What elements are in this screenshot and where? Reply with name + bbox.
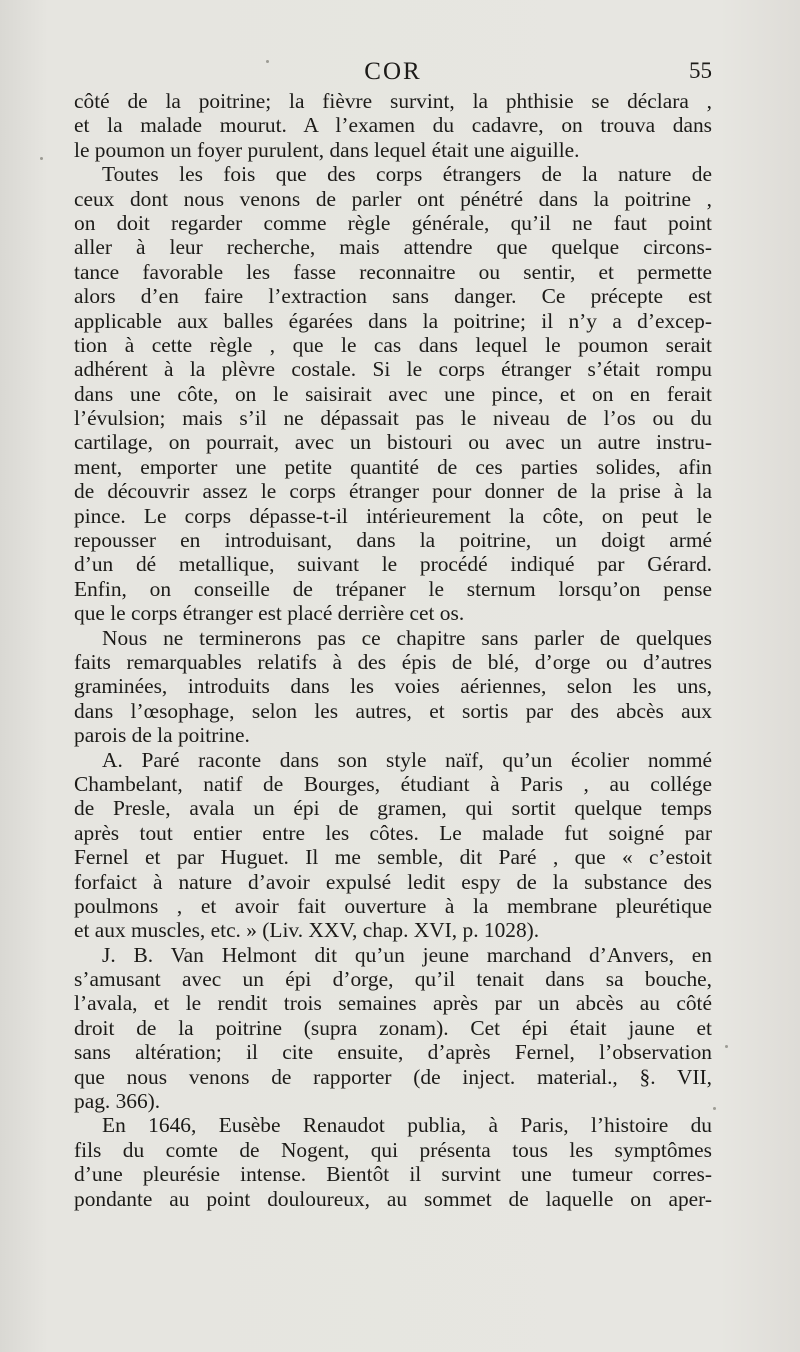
text-line: s’amusant avec un épi d’orge, qu’il tenait dans sa bouche, [74,967,712,992]
text-line: que le corps étranger est placé derrière cet os. [74,601,465,626]
text-line: graminées, introduits dans les voies aériennes, selon les uns, [74,674,712,699]
text-line: sans altération; il cite ensuite, d’après Fernel, l’observation [74,1040,712,1065]
text-line: adhérent à la plèvre costale. Si le corps étranger s’était rompu [74,357,712,382]
text-line: alors d’en faire l’extraction sans danger. Ce précepte est [74,284,712,309]
text-line: tion à cette règle , que le cas dans lequel le poumon serait [74,332,712,357]
paragraph-start-line: A. Paré raconte dans son style naïf, qu’un écolier nommé [102,747,712,772]
text-line: parois de la poitrine. [74,723,250,748]
text-line: de découvrir assez le corps étranger pour donner de la prise à la [74,479,712,504]
text-line: aller à leur recherche, mais attendre que quelque circons- [74,235,712,260]
text-line: l’évulsion; mais s’il ne dépassait pas le niveau de l’os ou du [74,406,712,431]
running-head: COR [364,58,422,85]
text-line: Chambelant, natif de Bourges, étudiant à Paris , au collége [74,771,712,796]
text-line: tance favorable les fasse reconnaitre ou sentir, et permette [74,259,712,284]
text-line: applicable aux balles égarées dans la poitrine; il n’y a d’excep- [74,308,712,333]
paper-speck [713,1107,716,1110]
text-line: ment, emporter une petite quantité de ces parties solides, afin [74,454,712,479]
text-line: repousser en introduisant, dans la poitrine, un doigt armé [74,528,712,553]
text-line: Fernel et par Huguet. Il me semble, dit Paré , que « c’estoit [74,845,712,870]
paragraph-start-line: Nous ne terminerons pas ce chapitre sans parler de quelques [102,625,712,650]
text-line: d’une pleurésie intense. Bientôt il survint une tumeur corres- [74,1162,712,1187]
text-line: fils du comte de Nogent, qui présenta tous les symptômes [74,1137,712,1162]
text-line: le poumon un foyer purulent, dans lequel était une aiguille. [74,137,580,162]
text-line: de Presle, avala un épi de gramen, qui sortit quelque temps [74,796,712,821]
text-line: pondante au point douloureux, au sommet de laquelle on aper- [74,1186,712,1211]
paragraph-start-line: En 1646, Eusèbe Renaudot publia, à Paris, l’histoire du [102,1113,712,1138]
text-line: dans une côte, on le saisirait avec une pince, et on en ferait [74,381,712,406]
text-line: l’avala, et le rendit trois semaines après par un abcès au côté [74,991,712,1016]
paper-speck [725,1045,728,1048]
text-line: forfaict à nature d’avoir expulsé ledit espy de la substance des [74,869,712,894]
text-line: et aux muscles, etc. » (Liv. XXV, chap. XVI, p. 1028). [74,918,540,943]
paper-speck [266,60,269,63]
paragraph-start-line: Toutes les fois que des corps étrangers de la nature de [102,162,712,187]
text-line: après tout entier entre les côtes. Le malade fut soigné par [74,820,712,845]
text-line: et la malade mourut. A l’examen du cadavre, on trouva dans [74,113,712,138]
text-line: poulmons , et avoir fait ouverture à la membrane pleurétique [74,893,712,918]
text-line: Enfin, on conseille de trépaner le sternum lorsqu’on pense [74,576,712,601]
text-line: on doit regarder comme règle générale, qu’il ne faut point [74,210,712,235]
page-number: 55 [689,58,712,83]
text-line: pag. 366). [74,1089,161,1114]
text-line: faits remarquables relatifs à des épis de blé, d’orge ou d’autres [74,649,712,674]
text-line: que nous venons de rapporter (de inject. material., §. VII, [74,1064,712,1089]
text-line: côté de la poitrine; la fièvre survint, la phthisie se déclara , [74,89,712,113]
text-line: pince. Le corps dépasse-t-il intérieurement la côte, on peut le [74,503,712,528]
text-line: dans l’œsophage, selon les autres, et sortis par des abcès aux [74,698,712,723]
paragraph-start-line: J. B. Van Helmont dit qu’un jeune marchand d’Anvers, en [102,942,712,967]
text-line: ceux dont nous venons de parler ont pénétré dans la poitrine , [74,186,712,211]
body-text [74,89,712,1211]
text-line: cartilage, on pourrait, avec un bistouri ou avec un autre instru- [74,430,712,455]
text-line: droit de la poitrine (supra zonam). Cet épi était jaune et [74,1015,712,1040]
text-line: d’un dé metallique, suivant le procédé indiqué par Gérard. [74,552,712,577]
page-header [74,58,712,88]
paper-speck [40,157,43,160]
